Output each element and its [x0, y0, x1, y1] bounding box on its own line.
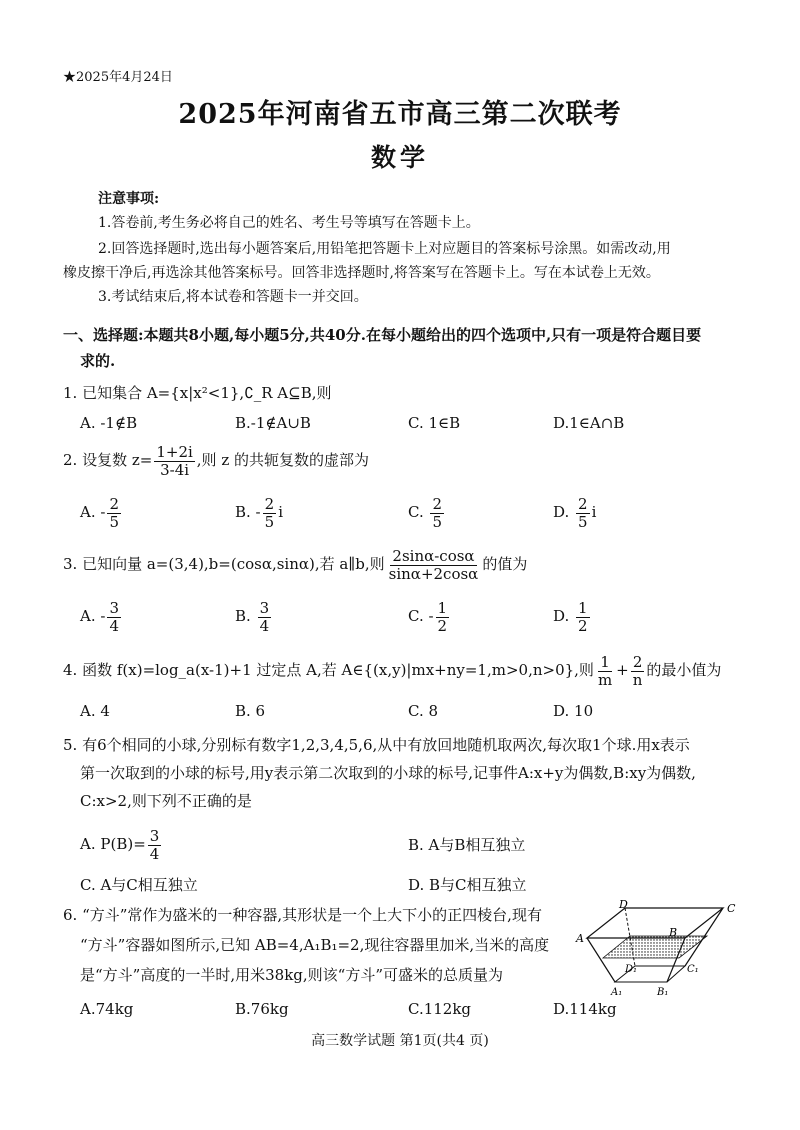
q2-option-d-label: D.: [553, 503, 575, 521]
section-heading: 一、选择题:本题共8小题,每小题5分,共40分.在每小题给出的四个选项中,只有一项是符合题目要: [63, 326, 702, 344]
frustum-figure: [575, 900, 745, 1000]
q3-option-b-den: 4: [259, 616, 270, 635]
q3-fraction: [387, 548, 481, 582]
q1-option-c: C. 1∈B: [408, 414, 461, 432]
rice-level: [603, 936, 707, 958]
q5-option-b: B. A与B相互独立: [408, 836, 526, 854]
question-6-line: 6. “方斗”常作为盛米的一种容器,其形状是一个上大下小的正四棱台,现有: [63, 906, 542, 924]
fig-label-c1: C₁: [687, 964, 699, 975]
notice-item: 1.答卷前,考生务必将自己的姓名、考生号等填写在答题卡上。: [98, 215, 480, 231]
q4-option-b: B. 6: [235, 702, 266, 720]
q2-option-a-den: 5: [109, 512, 119, 531]
fig-label-c: C: [727, 902, 736, 915]
q3-stem-b: 的值为: [482, 555, 528, 573]
question-5-line: 第一次取到的小球的标号,用y表示第二次取到的小球的标号,记事件A:x+y为偶数,B:xy为偶数,: [80, 764, 696, 782]
q6-option-c: C.112kg: [408, 1000, 472, 1018]
q3-option-d-label: D.: [553, 607, 575, 625]
q4-option-c: C. 8: [408, 702, 439, 720]
question-6-line: “方斗”容器如图所示,已知 AB=4,A₁B₁=2,现往容器里加米,当米的高度: [80, 936, 550, 954]
q3-numerator: 2sinα-cosα: [392, 547, 475, 565]
question-4-stem: [63, 654, 721, 688]
question-6-line: 是“方斗”高度的一半时,用米38kg,则该“方斗”可盛米的总质量为: [80, 966, 503, 984]
q2-option-a-label: A. -: [80, 503, 106, 521]
notice-item: 3.考试结束后,将本试卷和答题卡一并交回。: [98, 289, 368, 305]
fig-label-b: B: [669, 926, 678, 939]
q5-option-a: [80, 828, 163, 862]
q4-frac1-num: 1: [600, 653, 610, 671]
q2-option-b-label: B. -: [235, 503, 261, 521]
q3-option-b: [235, 600, 273, 634]
q2-denominator: 3-4i: [160, 460, 190, 479]
question-5-line: C:x>2,则下列不正确的是: [80, 792, 252, 810]
q2-option-d: [553, 496, 596, 530]
q2-numerator: 1+2i: [156, 443, 193, 461]
fig-label-b1: B₁: [657, 987, 669, 998]
q3-option-c: [408, 600, 451, 634]
fig-label-d1: D₁: [625, 964, 638, 975]
q4-frac2-den: n: [632, 670, 643, 689]
notice-item: 橡皮擦干净后,再选涂其他答案标号。回答非选择题时,将答案写在答题卡上。写在本试卷上无效。: [63, 265, 660, 281]
q2-option-c-label: C.: [408, 503, 429, 521]
q2-option-c: [408, 496, 446, 530]
q6-option-b: B.76kg: [235, 1000, 289, 1018]
q4-plus: +: [616, 661, 629, 679]
q3-option-a-den: 4: [109, 616, 119, 635]
q1-option-d: D.1∈A∩B: [553, 414, 625, 432]
q4-frac2-num: 2: [632, 653, 643, 671]
notice-item: 2.回答选择题时,选出每小题答案后,用铅笔把答题卡上对应题目的答案标号涂黑。如需改动,用: [98, 241, 671, 257]
exam-title: 2025年河南省五市高三第二次联考: [178, 99, 622, 130]
q2-option-c-den: 5: [432, 512, 443, 531]
q3-option-c-num: 1: [437, 599, 448, 617]
q2-option-d-num: 2: [578, 495, 588, 513]
exam-date: ★2025年4月24日: [63, 70, 173, 85]
q2-option-b-suffix: i: [278, 503, 283, 521]
page-footer: 高三数学试题 第1页(共4 页): [311, 1033, 489, 1049]
q2-option-b-num: 2: [264, 495, 275, 513]
q3-option-a-label: A. -: [80, 607, 106, 625]
q2-option-c-num: 2: [432, 495, 443, 513]
q2-option-b: [235, 496, 283, 530]
q6-option-d: D.114kg: [553, 1000, 617, 1018]
q3-option-c-label: C. -: [408, 607, 434, 625]
q2-option-a-num: 2: [109, 495, 119, 513]
q2-option-d-den: 5: [578, 512, 588, 531]
q1-option-b: B.-1∉A∪B: [235, 414, 311, 432]
q5-option-d: D. B与C相互独立: [408, 876, 527, 894]
section-heading-cont: 求的.: [80, 352, 116, 370]
q4-option-d: D. 10: [553, 702, 594, 720]
q2-fraction: [154, 444, 194, 478]
q4-option-a: A. 4: [80, 702, 110, 720]
q3-option-d: [553, 600, 592, 634]
q5-option-a-label: A. P(B)=: [80, 835, 146, 853]
exam-subject: 数学: [370, 143, 429, 172]
q2-option-b-den: 5: [264, 512, 275, 531]
question-2-stem: [63, 444, 369, 478]
question-1-stem: 1. 已知集合 A={x|x²<1},∁_R A⊆B,则: [63, 384, 332, 402]
q3-stem-a: 3. 已知向量 a=(3,4),b=(cosα,sinα),若 a∥b,则: [63, 555, 385, 573]
fig-label-d: D: [619, 900, 628, 911]
question-5-line: 5. 有6个相同的小球,分别标有数字1,2,3,4,5,6,从中有放回地随机取两次,每次取1个球.用x表示: [63, 736, 690, 754]
q5-option-a-den: 4: [149, 844, 160, 863]
fig-label-a1: A₁: [611, 987, 623, 998]
q1-option-a: A. -1∉B: [80, 414, 138, 432]
q3-option-d-den: 2: [578, 616, 588, 635]
q3-option-c-den: 2: [437, 616, 448, 635]
q3-denominator: sinα+2cosα: [388, 564, 479, 583]
q3-option-a-num: 3: [109, 599, 119, 617]
q6-option-a: A.74kg: [80, 1000, 134, 1018]
fig-label-a: A: [576, 932, 584, 945]
q2-stem-a: 2. 设复数 z=: [63, 451, 153, 469]
q4-frac1-den: m: [597, 670, 613, 689]
q3-option-b-num: 3: [259, 599, 270, 617]
q5-option-c: C. A与C相互独立: [80, 876, 198, 894]
q3-option-a: [80, 600, 123, 634]
notice-heading: 注意事项:: [98, 191, 160, 207]
q4-stem-a: 4. 函数 f(x)=log_a(x-1)+1 过定点 A,若 A∈{(x,y)|mx+ny=1,m>0,n>0},则: [63, 661, 594, 679]
q5-option-a-num: 3: [149, 827, 160, 845]
q4-stem-b: 的最小值为: [646, 661, 722, 679]
question-3-stem: [63, 548, 527, 582]
q2-option-a: [80, 496, 123, 530]
q2-option-d-suffix: i: [591, 503, 597, 521]
q2-stem-b: ,则 z 的共轭复数的虚部为: [196, 451, 369, 469]
q3-option-b-label: B.: [235, 607, 256, 625]
q3-option-d-num: 1: [578, 599, 588, 617]
